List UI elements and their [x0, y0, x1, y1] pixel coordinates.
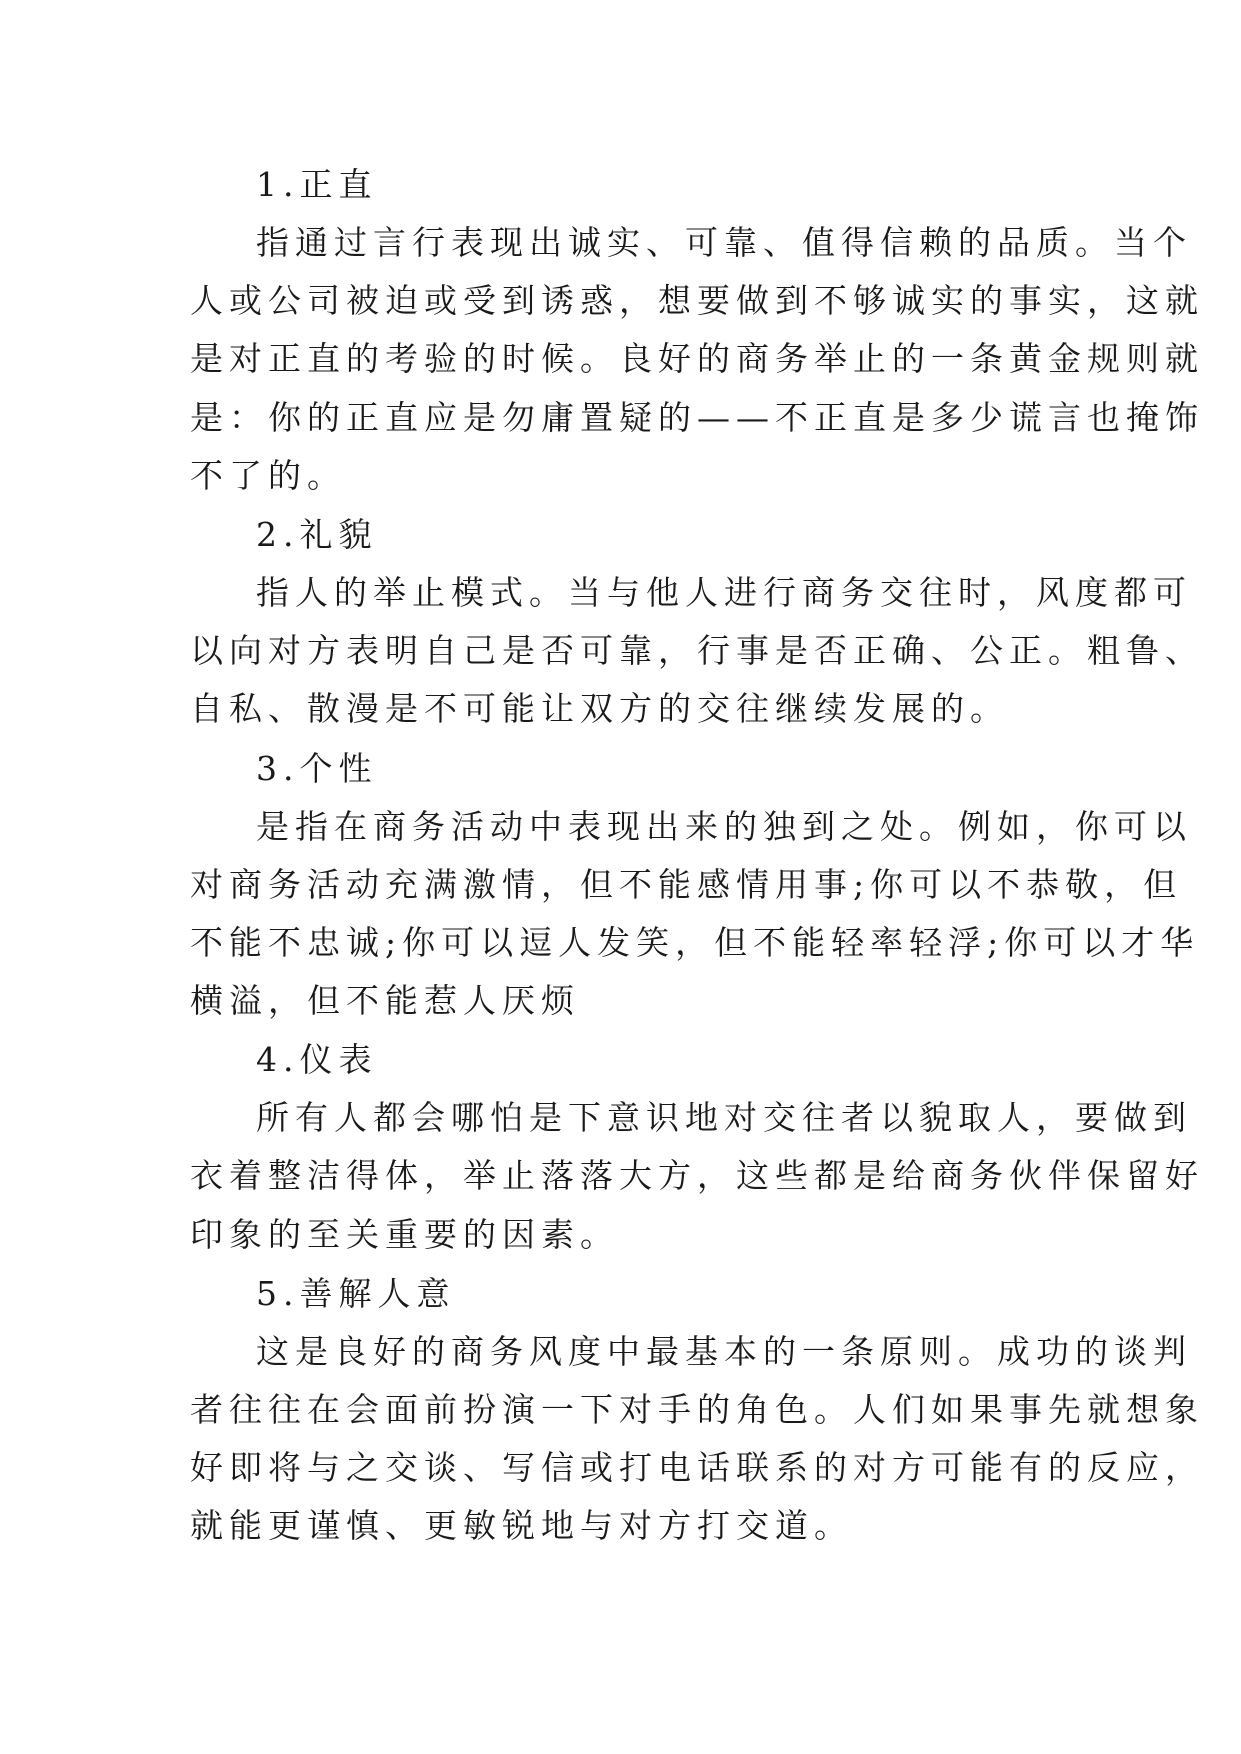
paragraph-line: 横溢，但不能惹人厌烦: [190, 981, 580, 1021]
section-paragraph: [190, 798, 1200, 1031]
section-heading: 1.正直: [256, 165, 378, 204]
paragraph-line: 指人的举止模式。当与他人进行商务交往时，风度都可: [256, 572, 1192, 612]
paragraph-line: 者往往在会面前扮演一下对手的角色。人们如果事先就想象: [190, 1390, 1204, 1429]
section-heading: 5.善解人意: [256, 1273, 456, 1313]
paragraph-line: 指通过言行表现出诚实、可靠、值得信赖的品质。当个: [256, 223, 1192, 262]
section-heading: 4.仪表: [256, 1040, 378, 1080]
section-courtesy: [190, 505, 1204, 739]
section-heading: 2.礼貌: [256, 514, 378, 554]
paragraph-line: 是指在商务活动中表现出来的独到之处。例如，你可以: [256, 806, 1192, 846]
document-body: [190, 155, 1204, 1556]
section-personality: [190, 739, 1200, 1031]
section-paragraph: [190, 1089, 1204, 1264]
section-appearance: [190, 1030, 1204, 1264]
paragraph-line: 印象的至关重要的因素。: [190, 1214, 619, 1254]
paragraph-line: 衣着整洁得体，举止落落大方，这些都是给商务伙伴保留好: [190, 1156, 1204, 1196]
paragraph-line: 对商务活动充满激情，但不能感情用事;你可以不恭敬，但: [190, 864, 1183, 904]
paragraph-line: 人或公司被迫或受到诱惑，想要做到不够诚实的事实，这就: [190, 281, 1204, 321]
paragraph-line: 所有人都会哪怕是下意识地对交往者以貌取人，要做到: [256, 1098, 1192, 1138]
paragraph-line: 不了的。: [190, 455, 346, 495]
section-heading: 3.个性: [256, 748, 378, 788]
section-paragraph: [190, 1323, 1204, 1556]
paragraph-line: 就能更谨慎、更敏锐地与对方打交道。: [190, 1506, 853, 1546]
paragraph-line: 是对正直的考验的时候。良好的商务举止的一条黄金规则就: [190, 339, 1204, 379]
paragraph-line: 不能不忠诚;你可以逗人发笑，但不能轻率轻浮;你可以才华: [190, 922, 1200, 962]
section-paragraph: [190, 564, 1204, 739]
paragraph-line: 以向对方表明自己是否可靠，行事是否正确、公正。粗鲁、: [190, 631, 1204, 671]
paragraph-line: 好即将与之交谈、写信或打电话联系的对方可能有的反应，: [190, 1448, 1204, 1488]
section-empathy: [190, 1264, 1204, 1556]
section-integrity: [190, 155, 1204, 505]
section-paragraph: [190, 214, 1204, 505]
paragraph-line: 自私、散漫是不可能让双方的交往继续发展的。: [190, 689, 1009, 729]
paragraph-line: 这是良好的商务风度中最基本的一条原则。成功的谈判: [256, 1331, 1192, 1371]
paragraph-line: 是：你的正直应是勿庸置疑的——不正直是多少谎言也掩饰: [190, 397, 1204, 437]
